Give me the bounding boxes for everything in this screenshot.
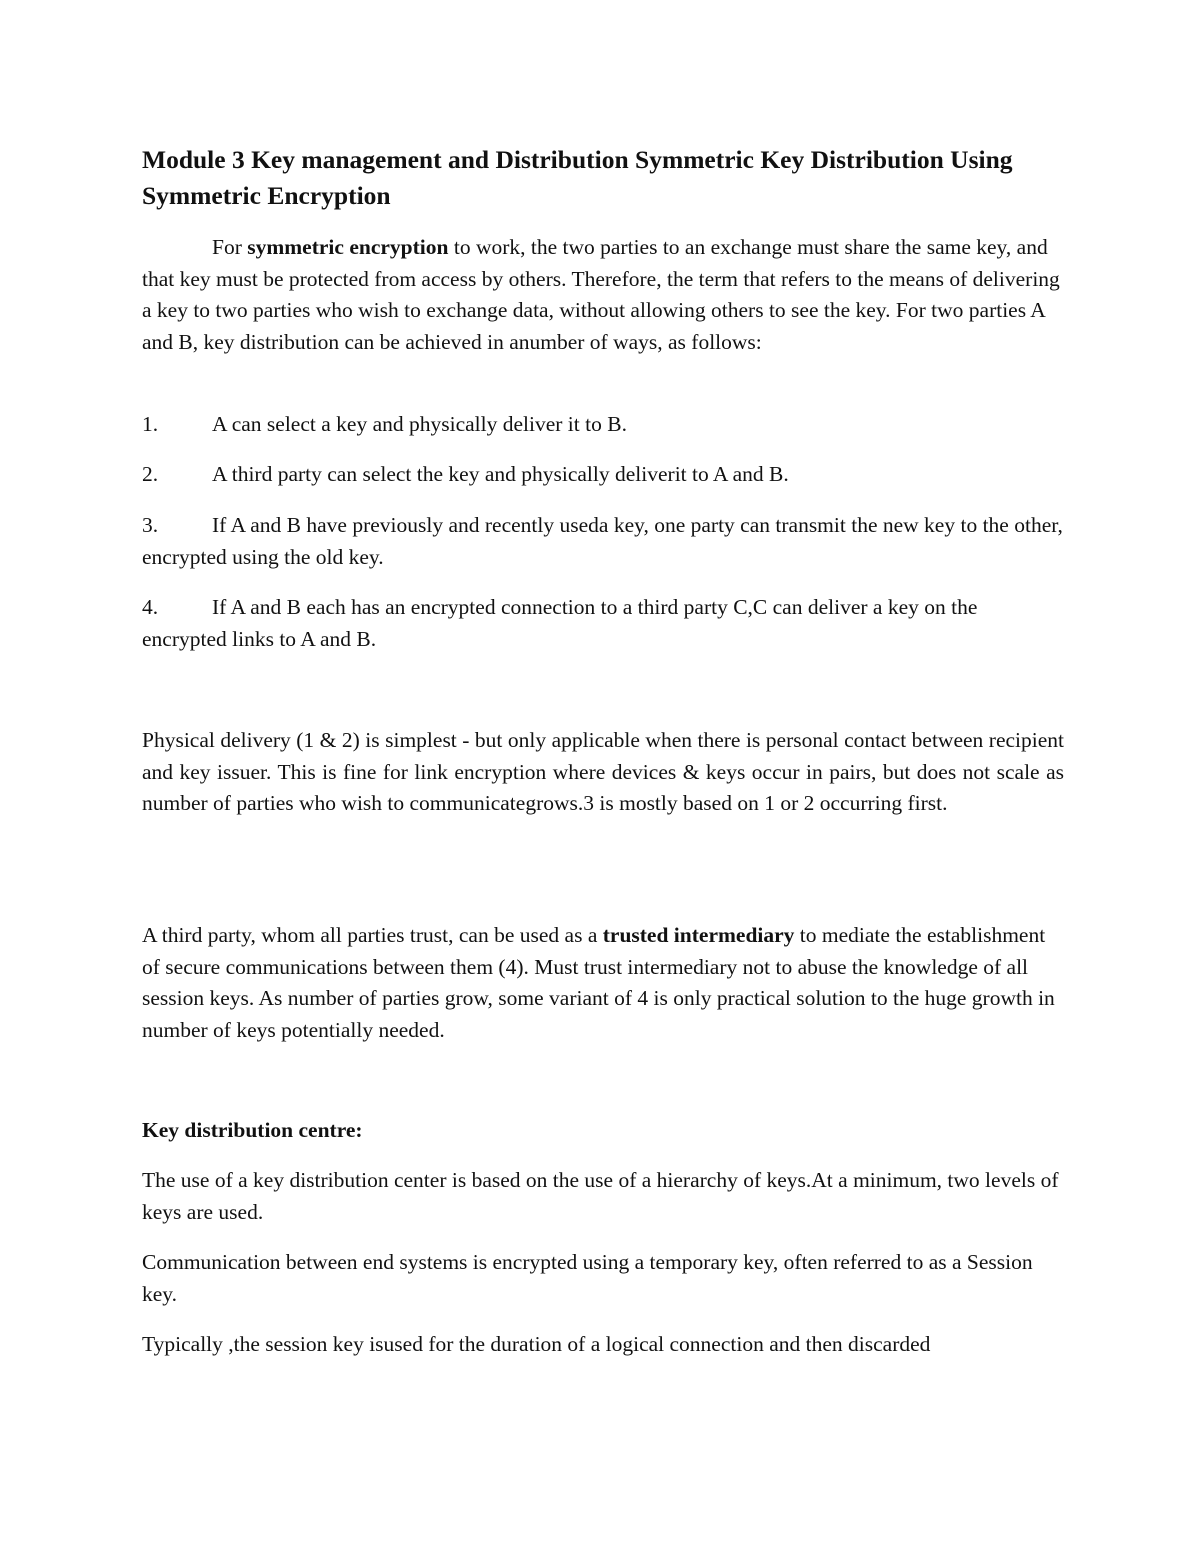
intro-paragraph [142,232,1064,358]
kdc-paragraph: Communication between end systems is encrypted using a temporary key, often referred to as a Session key. [142,1250,1033,1306]
list-number: 4. [142,595,159,619]
list-item [142,592,1064,655]
list-text: If A and B have previously and recently useda key, one party can transmit the new key to the other, encrypted using the old key. [142,513,1063,569]
list-text: If A and B each has an encrypted connection to a third party C,C can deliver a key on the encrypted links to A and B. [142,595,978,651]
list-item [142,510,1064,573]
list-number: 3. [142,513,159,537]
third-party-text-end: to mediate the establishment of secure communications between them (4). Must trust intermediary not to abuse the knowledge of all session keys. As number of parties grow, some variant of 4 is only practical solution to the huge growth in number of keys potentially needed. [142,923,1055,1042]
list-item [142,409,1064,441]
list-text: A can select a key and physically deliver it to B. [212,412,627,436]
kdc-paragraph: The use of a key distribution center is based on the use of a hierarchy of keys.At a minimum, two levels of keys are used. [142,1168,1059,1224]
physical-delivery-paragraph: Physical delivery (1 & 2) is simplest - but only applicable when there is personal contact between recipient and key issuer. This is fine for link encryption where devices & keys occur in pairs, but does not scale as number of parties who wish to communicategrows.3 is mostly based on 1 or 2 occurring first. [142,728,1064,815]
list-number: 2. [142,462,159,486]
page-title: Module 3 Key management and Distribution Symmetric Key Distribution Using Symmetric Encryption [142,145,1013,210]
kdc-paragraph: Typically ,the session key isused for the duration of a logical connection and then discarded [142,1332,931,1356]
list-text: A third party can select the key and physically deliverit to A and B. [212,462,789,486]
kdc-heading: Key distribution centre: [142,1118,363,1142]
intro-text-end: to work, the two parties to an exchange must share the same key, and that key must be protected from access by others. Therefore, the term that refers to the means of delivering a key to two parties who wish to exchange data, without allowing others to see the key. For two parties A and B, key distribution can be achieved in anumber of ways, as follows: [142,235,1060,354]
intro-text-start: For [212,235,248,259]
list-number: 1. [142,412,159,436]
third-party-paragraph [142,920,1064,1046]
third-party-text-start: A third party, whom all parties trust, can be used as a [142,923,603,947]
third-party-bold-term: trusted intermediary [602,923,795,947]
intro-bold-term: symmetric encryption [247,235,449,259]
list-item [142,459,1064,491]
